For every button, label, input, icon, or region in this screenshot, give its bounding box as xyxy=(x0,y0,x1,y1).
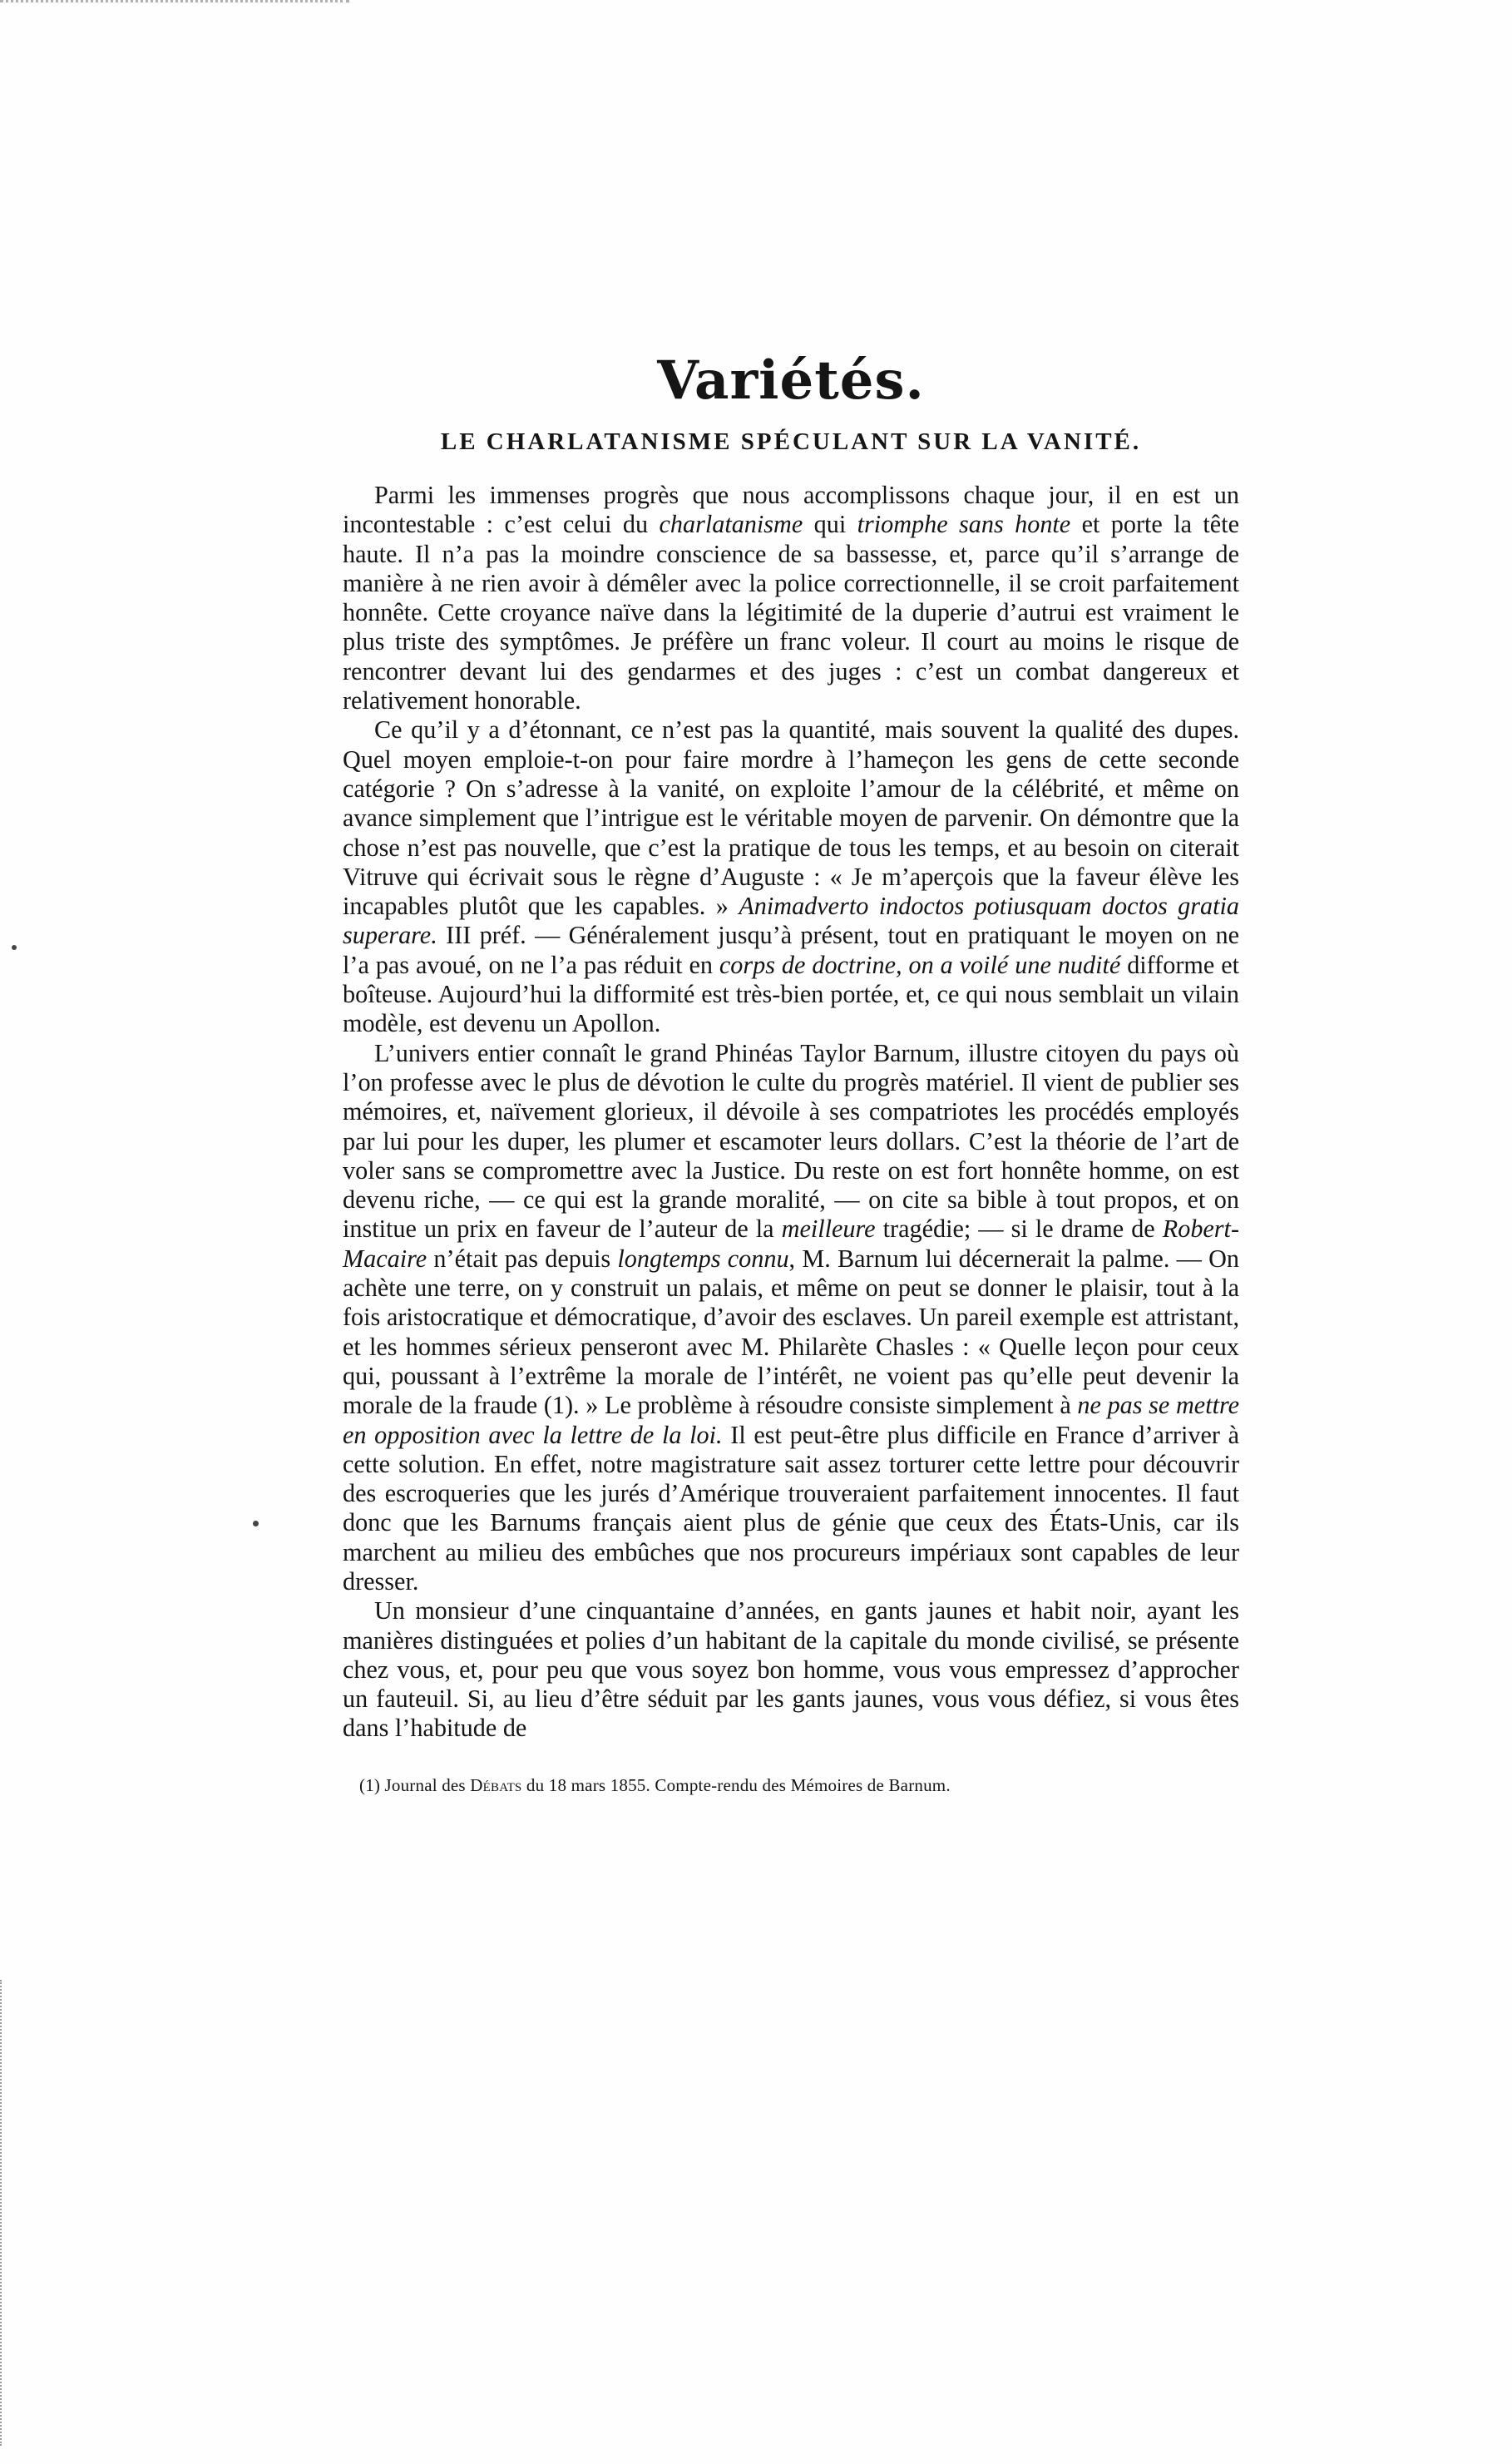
footnote xyxy=(343,1775,1239,1796)
scan-speck xyxy=(253,1521,259,1526)
text-run: qui xyxy=(803,510,857,539)
italic-run: charlatanisme xyxy=(659,510,803,539)
text-run: difforme et boîteuse. Aujourd’hui la difformité est très-bien portée, et, ce qui nous semblait un vilain modèle, est devenu un Apollon. xyxy=(343,950,1239,1038)
article-title: LE CHARLATANISME SPÉCULANT SUR LA VANITÉ. xyxy=(440,428,1142,455)
paragraph-3 xyxy=(343,1039,1239,1597)
paragraph-2 xyxy=(343,715,1239,1038)
scan-top-edge xyxy=(0,0,349,9)
italic-run: meilleure xyxy=(781,1215,876,1244)
article-column xyxy=(343,349,1239,1796)
text-run: Parmi les immenses progrès que nous accomplissons chaque jour, il en est un incontestable : c’est celui du xyxy=(343,481,1239,539)
text-run: Ce qu’il y a d’étonnant, ce n’est pas la quantité, mais souvent la qualité des dupes. Quel moyen emploie-t-on pour faire mordre à l’hameçon les gens de cette seconde catégorie ? On s’adresse à la vanité, on exploite l’amour de la célébrité, et même on avance simplement que l’intrigue est le véritable moyen de parvenir. On démontre que la chose n’est pas nouvelle, que c’est la pratique de tous les temps, et au besoin on citerait Vitruve qui écrivait sous le règne d’Auguste : « Je m’aperçois que la faveur élève les incapables plutôt que les capables. » xyxy=(343,715,1239,921)
footnote-lead: (1) Journal des xyxy=(359,1774,471,1795)
italic-run: corps de doctrine, on a voilé une nudité xyxy=(719,950,1121,979)
paragraph-4 xyxy=(343,1596,1239,1743)
text-run: Il est peut-être plus difficile en France d’arriver à cette solution. En effet, notre magistrature sait assez torturer cette lettre pour découvrir des escroqueries que les jurés d’Amérique trouveraient parfaitement innocentes. Il faut donc que les Barnums français aient plus de génie que ceux des États-Unis, car ils marchent au milieu des embûches que nos procureurs impériaux sont capables de leur dresser. xyxy=(343,1420,1239,1596)
text-run: et porte la tête haute. Il n’a pas la moindre conscience de sa bassesse, et, parce qu’il s’arrange de manière à ne rien avoir à démêler avec la police correctionnelle, il se croit parfaitement honnête. Cette croyance naïve dans la légitimité de la duperie d’autrui est vraiment le plus triste des symptômes. Je préfère un franc voleur. Il court au moins le risque de rencontrer devant lui des gendarmes et des juges : c’est un combat dangereux et relativement honorable. xyxy=(343,510,1239,715)
scan-left-edge xyxy=(0,1980,12,2446)
scan-speck xyxy=(12,945,17,950)
italic-run: Robert-Macaire xyxy=(343,1215,1239,1273)
paragraph-1 xyxy=(343,481,1239,715)
italic-run: triomphe sans honte xyxy=(857,510,1071,539)
text-run: tragédie; — si le drame de xyxy=(875,1215,1163,1244)
text-run: Un monsieur d’une cinquantaine d’années, en gants jaunes et habit noir, ayant les manières distinguées et polies d’un habitant de la capitale du monde civilisé, se présente chez vous, et, pour peu que vous soyez bon homme, vous vous empressez d’approcher un fauteuil. Si, au lieu d’être séduit par les gants jaunes, vous vous défiez, si vous êtes dans l’habitude de xyxy=(343,1596,1239,1743)
footnote-rest: du 18 mars 1855. Compte-rendu des Mémoires de Barnum. xyxy=(521,1774,951,1795)
article-body xyxy=(343,481,1239,1744)
italic-run: longtemps connu xyxy=(617,1244,789,1273)
text-run: III préf. — Généralement jusqu’à présent, tout en pratiquant le moyen on ne l’a pas avoué, on ne l’a pas réduit en xyxy=(343,921,1239,979)
text-run: L’univers entier connaît le grand Phinéas Taylor Barnum, illustre citoyen du pays où l’on professe avec le plus de dévotion le culte du progrès matériel. Il vient de publier ses mémoires, et, naïvement glorieux, il dévoile à ses compatriotes les procédés employés par lui pour les duper, les plumer et escamoter leurs dollars. C’est la théorie de l’art de voler sans se compromettre avec la Justice. Du reste on est fort honnête homme, on est devenu riche, — ce qui est la grande moralité, — on cite sa bible à tout propos, et on institue un prix en faveur de l’auteur de la xyxy=(343,1038,1239,1244)
text-run: , M. Barnum lui décernerait la palme. — On achète une terre, on y construit un palais, et même on peut se donner le plaisir, tout à la fois aristocratique et démocratique, d’avoir des esclaves. Un pareil exemple est attristant, et les hommes sérieux penseront avec M. Philarète Chasles : « Quelle leçon pour ceux qui, poussant à l’extrême la morale de l’intérêt, ne voient pas qu’elle peut devenir la morale de la fraude (1). » Le problème à résoudre consiste simplement à xyxy=(343,1244,1239,1420)
italic-run: ne pas se mettre en opposition avec la lettre de la loi. xyxy=(343,1391,1239,1449)
italic-run: Animadverto indoctos potiusquam doctos gratia superare. xyxy=(343,892,1239,950)
section-heading: Variétés. xyxy=(657,349,925,412)
text-run: n’était pas depuis xyxy=(427,1244,618,1273)
footnote-journal: Débats xyxy=(470,1774,522,1795)
